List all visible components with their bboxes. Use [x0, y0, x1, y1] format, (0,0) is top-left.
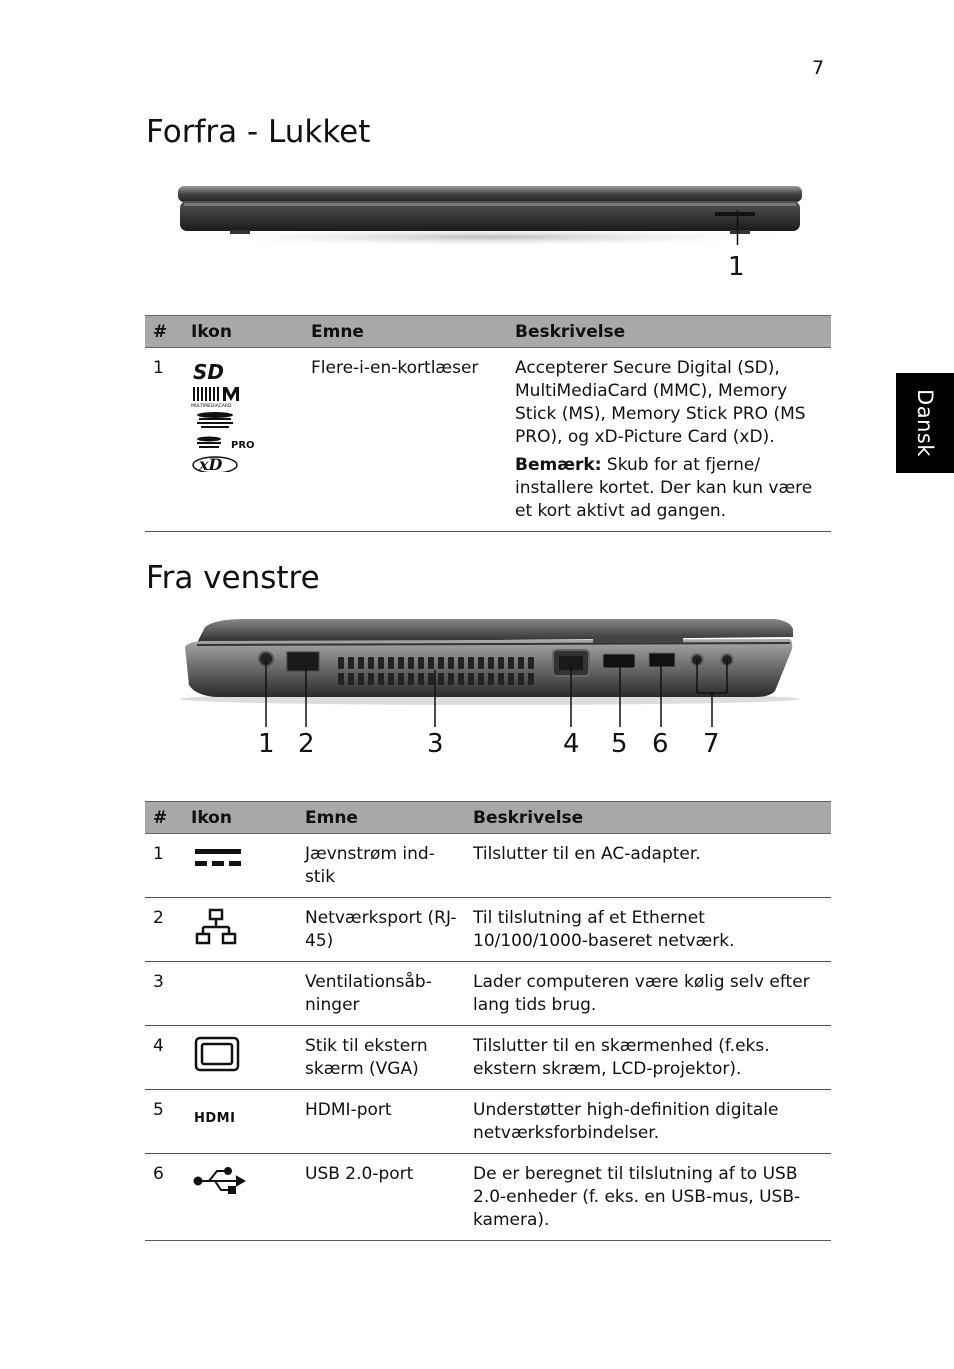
- svg-text:PRO: PRO: [231, 440, 255, 451]
- row-icon-empty: [183, 962, 297, 1026]
- table-header-row: [145, 316, 831, 348]
- callout-left-5: 5: [611, 729, 628, 759]
- row-num: 6: [145, 1154, 183, 1241]
- vga-icon: [183, 1026, 297, 1090]
- callout-left-1: 1: [258, 729, 275, 759]
- section-title-front-closed: Forfra - Lukket: [146, 114, 371, 150]
- header-num: #: [145, 316, 183, 348]
- row-desc-text: Accepterer Secure Digital (SD), MultiMediaCard (MMC), Memory Stick (MS), Memory Stick PRO (MS PRO), og xD-Picture Card (xD).: [515, 358, 806, 447]
- row-desc: De er beregnet til tilslutning af to USB 2.0-enheder (f. eks. en USB-mus, USB-kamera).: [465, 1154, 831, 1241]
- table-row: [145, 1026, 831, 1090]
- callout-left-2: 2: [298, 729, 315, 759]
- table-header-row: [145, 802, 831, 834]
- header-num: #: [145, 802, 183, 834]
- callout-left-7: 7: [703, 729, 720, 759]
- table-row: [145, 898, 831, 962]
- network-icon: [183, 898, 297, 962]
- callout-line-front-1: [736, 210, 739, 245]
- row-desc: Understøtter high-definition digitale netværksforbindelser.: [465, 1090, 831, 1154]
- row-item: Jævnstrøm ind-stik: [297, 834, 465, 898]
- row-num: 4: [145, 1026, 183, 1090]
- row-desc: Til tilslutning af et Ethernet 10/100/1000-baseret netværk.: [465, 898, 831, 962]
- header-icon: Ikon: [183, 802, 297, 834]
- table-row: [145, 834, 831, 898]
- row-desc: [507, 348, 831, 532]
- language-tab: [896, 373, 954, 473]
- row-num: 5: [145, 1090, 183, 1154]
- row-item: Ventilationsåb-ninger: [297, 962, 465, 1026]
- callout-lines-left: [250, 655, 750, 730]
- table-row: [145, 1154, 831, 1241]
- laptop-front-closed-image: [170, 180, 810, 250]
- header-desc: Beskrivelse: [465, 802, 831, 834]
- svg-text:HDMI: HDMI: [194, 1111, 236, 1126]
- row-num: 3: [145, 962, 183, 1026]
- table-row: [145, 962, 831, 1026]
- hdmi-icon: [183, 1090, 297, 1154]
- header-item: Emne: [297, 802, 465, 834]
- row-num: 2: [145, 898, 183, 962]
- row-item: Flere-i-en-kortlæser: [303, 348, 507, 532]
- row-item: HDMI-port: [297, 1090, 465, 1154]
- header-icon: Ikon: [183, 316, 303, 348]
- callout-left-6: 6: [652, 729, 669, 759]
- section-title-left-side: Fra venstre: [146, 560, 320, 596]
- row-desc: Tilslutter til en AC-adapter.: [465, 834, 831, 898]
- header-desc: Beskrivelse: [507, 316, 831, 348]
- row-desc: Tilslutter til en skærmenhed (f.eks. ekstern skræm, LCD-projektor).: [465, 1026, 831, 1090]
- table-row: [145, 1090, 831, 1154]
- row-desc: Lader computeren være kølig selv efter lang tids brug.: [465, 962, 831, 1026]
- page-number: 7: [812, 57, 825, 79]
- row-num: 1: [145, 834, 183, 898]
- header-item: Emne: [303, 316, 507, 348]
- svg-text:MULTIMEDIACARD: MULTIMEDIACARD: [191, 404, 232, 409]
- dc-in-icon: [183, 834, 297, 898]
- row-item: USB 2.0-port: [297, 1154, 465, 1241]
- svg-text:xD: xD: [199, 455, 223, 472]
- usb-icon: [183, 1154, 297, 1241]
- note-label: Bemærk:: [515, 455, 602, 475]
- left-ports-table: [145, 801, 831, 1241]
- front-ports-table: [145, 315, 831, 532]
- svg-text:SD: SD: [193, 360, 225, 384]
- callout-front-1: 1: [728, 252, 745, 282]
- note-text: Skub for at fjerne/ installere kortet. Der kan kun være et kort aktivt ad gangen.: [515, 455, 813, 521]
- card-reader-logos-icon: [183, 348, 303, 532]
- callout-left-3: 3: [427, 729, 444, 759]
- row-item: Stik til ekstern skærm (VGA): [297, 1026, 465, 1090]
- language-tab-label: Dansk: [913, 389, 938, 457]
- table-row: [145, 348, 831, 532]
- row-num: 1: [145, 348, 183, 532]
- row-note: [515, 454, 823, 523]
- callout-left-4: 4: [563, 729, 580, 759]
- row-item: Netværksport (RJ-45): [297, 898, 465, 962]
